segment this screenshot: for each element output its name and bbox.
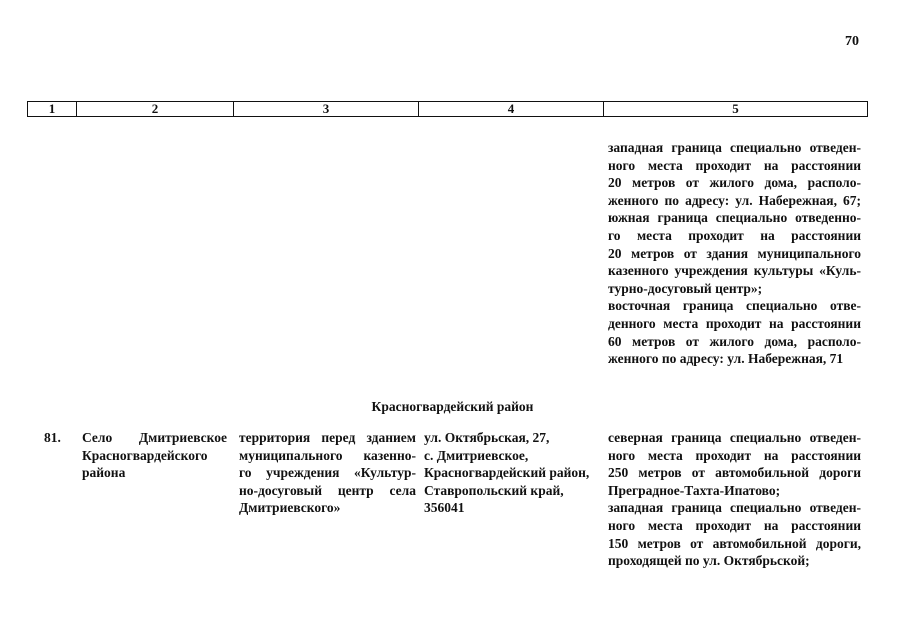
boundary-description [608, 429, 861, 570]
text-line: с. Дмитриевское, [424, 447, 529, 463]
text-line: 20 метров от здания муниципального [608, 245, 861, 261]
continued-boundary-description [608, 139, 861, 368]
text-line: турно-досуговый центр»; [608, 280, 763, 296]
settlement-name [82, 429, 227, 482]
text-line: западная граница специально отведен- [608, 140, 861, 155]
text-line: но-досуговый центр села [239, 482, 416, 498]
column-header-3: 3 [234, 102, 419, 117]
text-line: южная граница специально отведенно- [608, 210, 861, 226]
text-line: 150 метров от автомобильной дороги, [608, 535, 861, 551]
text-line: западная граница специально отведен- [608, 500, 861, 516]
text-line: ного места проходит на расстоянии [608, 447, 861, 463]
text-line: территория перед зданием [239, 430, 416, 445]
text-line: муниципального казенно- [239, 447, 416, 463]
text-line: 60 метров от жилого дома, располо- [608, 333, 861, 349]
text-line: 250 метров от автомобильной дороги [608, 465, 861, 481]
text-line: Село Дмитриевское [82, 430, 227, 445]
text-line: 356041 [424, 500, 465, 516]
column-header-4: 4 [419, 102, 604, 117]
text-line: 20 метров от жилого дома, располо- [608, 175, 861, 191]
text-line: го учреждения «Культур- [239, 465, 416, 481]
text-line: Красногвардейского [82, 447, 208, 463]
text-line: го места проходит на расстоянии [608, 227, 861, 243]
text-line: района [82, 465, 126, 481]
text-line: ного места проходит на расстоянии [608, 157, 861, 173]
text-line: казенного учреждения культуры «Куль- [608, 263, 861, 279]
text-line: Дмитриевского» [239, 500, 341, 516]
column-header-table [27, 101, 868, 117]
text-line: денного места проходит на расстоянии [608, 315, 861, 331]
column-header-1: 1 [28, 102, 77, 117]
column-header-2: 2 [77, 102, 234, 117]
text-line: женного по адресу: ул. Набережная, 71 [608, 351, 844, 367]
text-line: ного места проходит на расстоянии [608, 517, 861, 533]
section-title: Красногвардейский район [371, 399, 534, 414]
text-line: северная граница специально отведен- [608, 430, 861, 445]
row-number: 81. [44, 430, 61, 445]
text-line: Красногвардейский район, [424, 465, 590, 481]
text-line: женного по адресу: ул. Набережная, 67; [608, 192, 861, 208]
text-line: Преградное-Тахта-Ипатово; [608, 482, 781, 498]
text-line: проходящей по ул. Октябрьской; [608, 553, 810, 569]
location-description [239, 429, 416, 517]
text-line: восточная граница специально отве- [608, 298, 861, 314]
text-line: Ставропольский край, [424, 482, 564, 498]
text-line: ул. Октябрьская, 27, [424, 430, 550, 445]
address [424, 429, 600, 517]
page-number: 70 [845, 34, 859, 49]
column-header-5: 5 [604, 102, 868, 117]
